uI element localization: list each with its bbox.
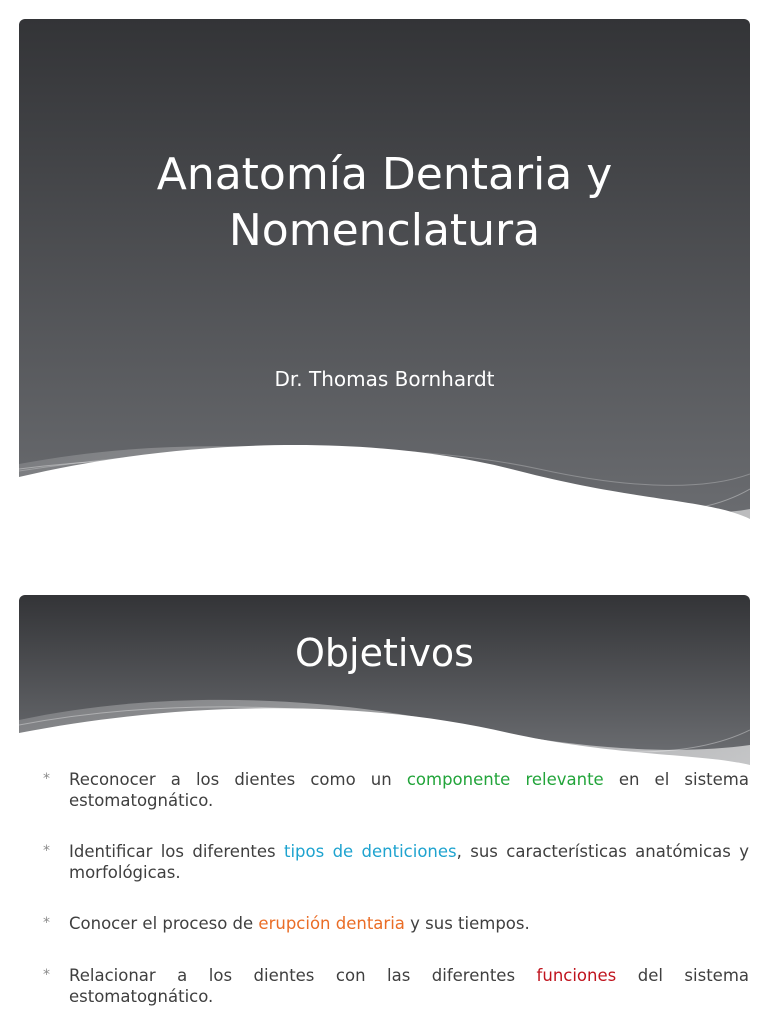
bullet-asterisk-icon: *: [43, 967, 50, 983]
item-text-end: , sus características anatómicas y morfológicas.: [69, 842, 749, 882]
item-text-end: en el sistema estomatognático.: [69, 770, 749, 810]
list-item: [41, 769, 749, 811]
author-subtitle: Dr. Thomas Bornhardt: [274, 367, 495, 391]
item-highlight: erupción dentaria: [258, 914, 405, 933]
list-item: [41, 913, 749, 934]
title-slide-background: [19, 19, 750, 544]
item-text-end: del sistema estomatognático.: [69, 966, 750, 1006]
objectives-slide: [19, 595, 750, 1015]
item-text: Conocer el proceso de: [69, 914, 259, 933]
header-wave-graphic: [19, 595, 750, 765]
item-highlight: funciones: [536, 966, 617, 985]
bullet-asterisk-icon: *: [43, 915, 50, 931]
item-text: Relacionar a los dientes con las diferentes: [69, 966, 537, 985]
list-item: [41, 841, 749, 883]
title-line-2: Nomenclatura: [228, 205, 541, 256]
item-highlight: componente relevante: [406, 770, 604, 789]
list-item: [41, 965, 749, 1007]
presentation-title: [19, 147, 750, 259]
wave-background-graphic: [19, 19, 750, 544]
item-highlight: tipos de denticiones: [283, 842, 457, 861]
objectives-title: Objetivos: [295, 631, 474, 675]
bullet-asterisk-icon: *: [43, 771, 50, 787]
item-text-end: y sus tiempos.: [404, 914, 530, 933]
objectives-header-background: [19, 595, 750, 765]
item-text: Identificar los diferentes: [69, 842, 284, 861]
bullet-asterisk-icon: *: [43, 843, 50, 859]
item-text: Reconocer a los dientes como un: [69, 770, 407, 789]
title-line-1: Anatomía Dentaria y: [156, 149, 613, 200]
title-slide: [19, 19, 750, 544]
